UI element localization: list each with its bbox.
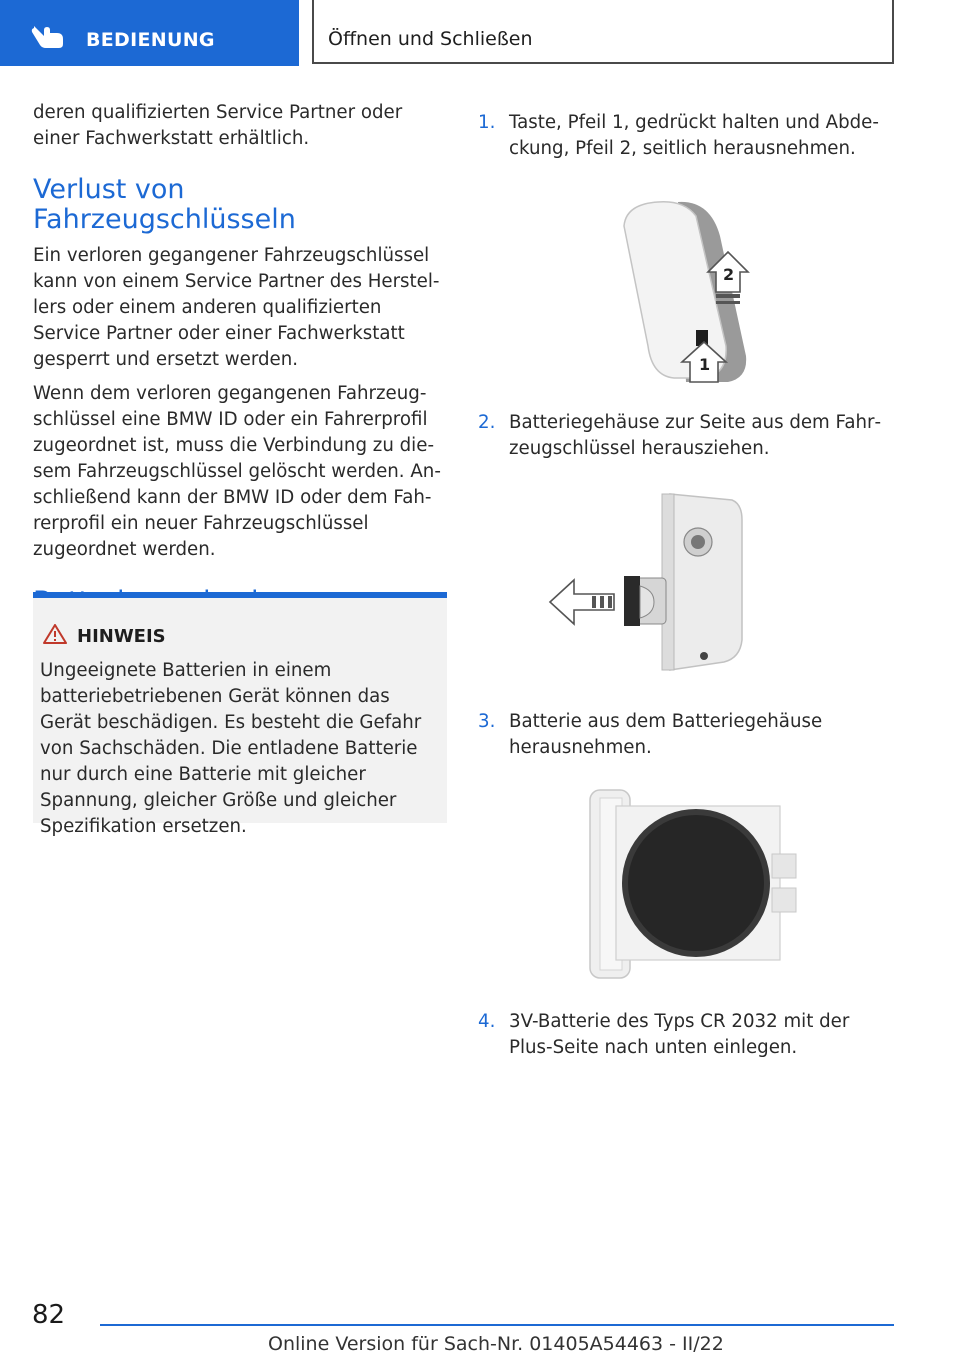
figure-remove-cover [618, 196, 758, 386]
chapter-title: Öffnen und Schließen [328, 28, 533, 50]
heading-lost-keys: Verlust von Fahrzeugschlüsseln [33, 174, 296, 235]
arrow-label-1: 1 [699, 355, 711, 374]
section-title: BEDIENUNG [86, 29, 215, 51]
step-text: 3V-Batterie des Typs CR 2032 mit der Plus-Seite nach unten einlegen. [509, 1011, 850, 1058]
footer-text: Online Version für Sach-Nr. 01405A54463 - II/22 [268, 1333, 724, 1355]
step-text: Batteriegehäuse zur Seite aus dem Fahrzeugschlüssel herausziehen. [509, 412, 882, 459]
left-column [33, 100, 447, 617]
step-text: Batterie aus dem Batteriegehäuse herausnehmen. [509, 711, 823, 758]
step-number: 1. [478, 112, 496, 133]
page-number: 82 [32, 1300, 66, 1330]
step-text: Taste, Pfeil 1, gedrückt halten und Abdeckung, Pfeil 2, seitlich herausnehmen. [509, 112, 879, 159]
step-number: 2. [478, 412, 496, 433]
figure-remove-battery [586, 784, 798, 984]
intro-paragraph: deren qualifizierten Service Partner oder einer Fachwerkstatt erhältlich. [33, 102, 403, 149]
hint-title: HINWEIS [77, 626, 166, 647]
chapter-header [312, 0, 894, 64]
figure-pull-out-battery-housing [546, 490, 750, 674]
section-tab [0, 0, 299, 66]
arrow-label-2: 2 [723, 265, 735, 284]
hint-box [33, 592, 447, 837]
hint-text: Ungeeignete Batterien in einem batteriebetriebenen Gerät können das Gerät beschädigen. Es besteht die Gefahr von Sachschäden. Die entladene Batterie nur durch eine Batterie mit gleicher Spannung, gleicher Größe und gleicher Spezifikation ersetzen. [40, 660, 422, 837]
warning-triangle-icon [43, 624, 67, 644]
lost-keys-paragraph-1: Ein verloren gegangener Fahrzeugschlüssel kann von einem Service Partner des Herstellers oder einem anderen qualifizierten Service Partner oder einer Fachwerkstatt gesperrt und ersetzt werden. [33, 245, 440, 370]
lost-keys-paragraph-2: Wenn dem verloren gegangenen Fahrzeugschlüssel eine BMW ID oder ein Fahrerprofil zugeordnet ist, muss die Verbindung zu diesem Fahrzeugschlüssel gelöscht werden. Anschließend kann der BMW ID oder dem Fahrerprofil ein neuer Fahrzeugschlüssel zugeordnet werden. [33, 383, 441, 560]
footer-rule [100, 1324, 894, 1326]
hand-pointer-icon [30, 20, 66, 50]
step-number: 3. [478, 711, 496, 732]
step-number: 4. [478, 1011, 496, 1032]
